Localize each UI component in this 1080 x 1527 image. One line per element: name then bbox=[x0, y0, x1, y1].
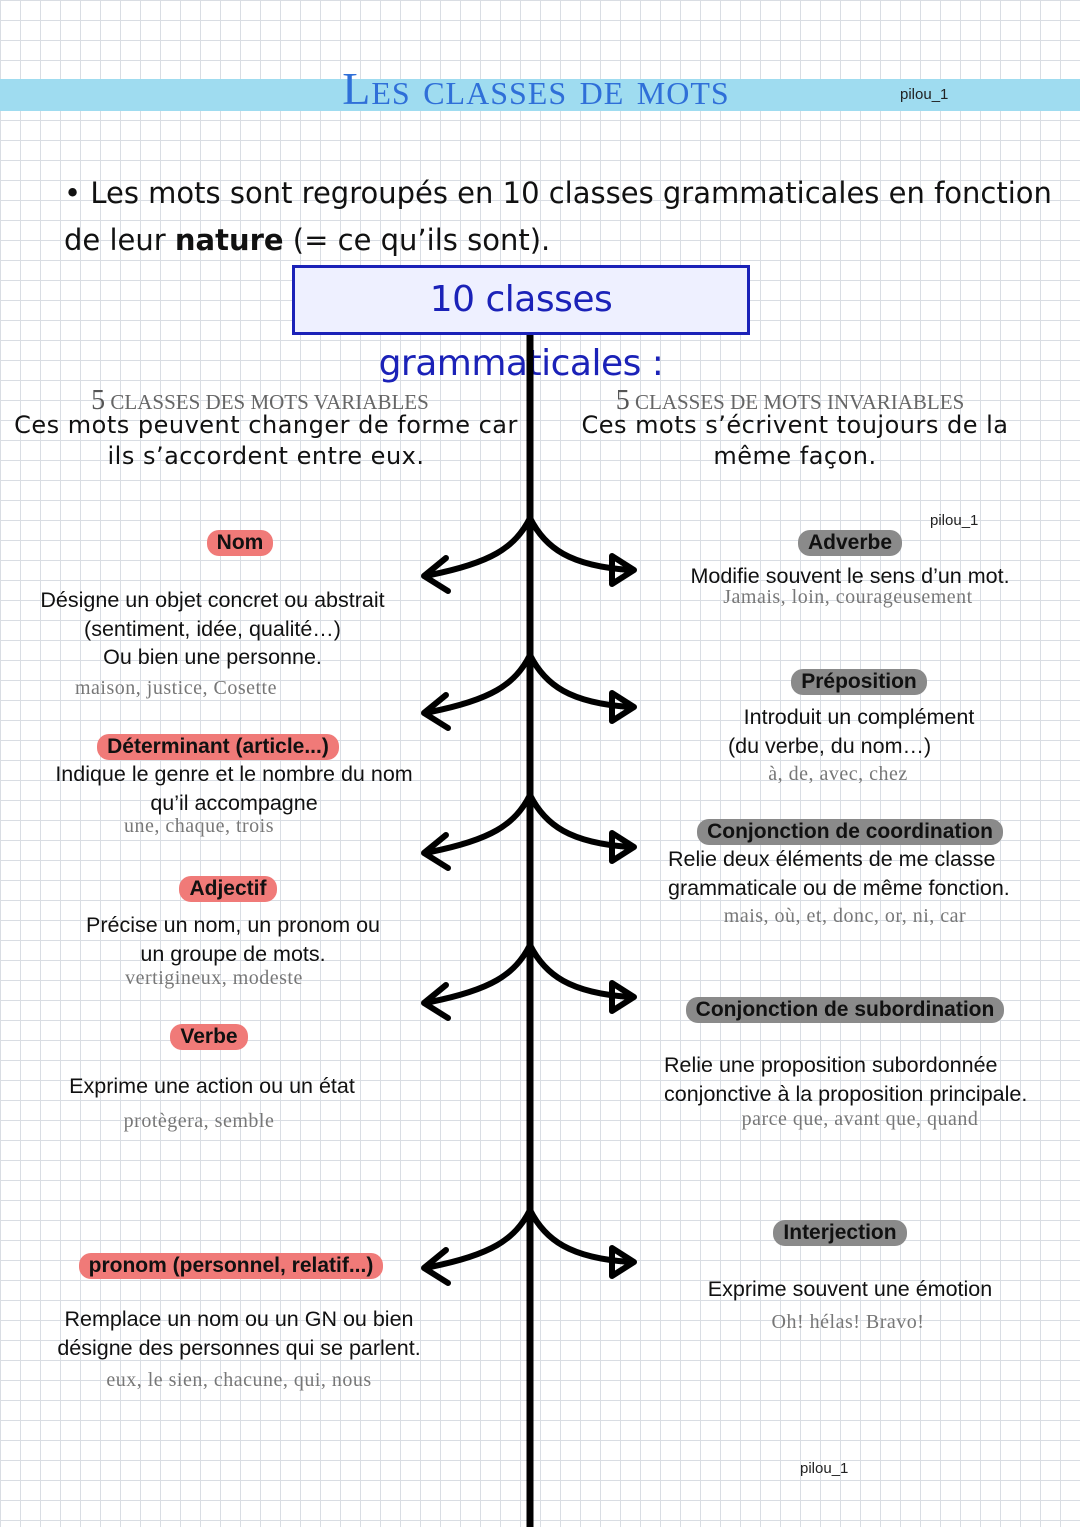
definition-line: Indique le genre et le nombre du nom bbox=[55, 762, 413, 786]
definition-line: grammaticale ou de même fonction. bbox=[668, 875, 1010, 900]
class-name-pill: pronom (personnel, relatif...) bbox=[79, 1253, 384, 1279]
definition-line: Remplace un nom ou un GN ou bien bbox=[64, 1307, 414, 1331]
intro-text-before: Les mots sont regroupés en 10 classes grammaticales en fonction de leur bbox=[64, 176, 1052, 257]
branch-left bbox=[430, 655, 530, 712]
page-title: Les classes de mots bbox=[342, 63, 730, 114]
watermark: pilou_1 bbox=[930, 512, 979, 529]
class-name-pill: Verbe bbox=[170, 1024, 247, 1050]
right-column-title-text: CLASSES DE MOTS INVARIABLES bbox=[635, 390, 965, 414]
class-name-pill: Interjection bbox=[773, 1220, 906, 1246]
class-examples: maison, justice, Cosette bbox=[75, 677, 277, 699]
class-conjonction-coordination bbox=[660, 819, 1040, 845]
definition-line: qu’il accompagne bbox=[150, 790, 318, 815]
definition-line: Exprime souvent une émotion bbox=[707, 1277, 993, 1301]
class-definition bbox=[0, 760, 468, 817]
watermark: pilou_1 bbox=[900, 86, 949, 103]
definition-line: Ou bien une personne. bbox=[103, 645, 322, 669]
class-examples: eux, le sien, chacune, qui, nous bbox=[106, 1369, 372, 1391]
intro-bold-word: nature bbox=[174, 223, 284, 257]
class-name-pill: Conjonction de subordination bbox=[686, 997, 1005, 1023]
definition-line: conjonctive à la proposition principale. bbox=[664, 1081, 1028, 1106]
definition-line: Relie deux éléments de me classe bbox=[668, 847, 996, 871]
definition-line: Désigne un objet concret ou abstrait bbox=[40, 588, 385, 612]
class-interjection bbox=[660, 1220, 1020, 1246]
class-examples: parce que, avant que, quand bbox=[741, 1108, 979, 1130]
class-name-pill: Déterminant (article...) bbox=[97, 734, 339, 760]
class-examples: Jamais, loin, courageusement bbox=[723, 586, 973, 608]
left-column-number: 5 bbox=[91, 385, 106, 416]
class-pronom bbox=[0, 1253, 462, 1279]
definition-line: Exprime une action ou un état bbox=[69, 1074, 355, 1098]
definition-line: Modifie souvent le sens d’un mot. bbox=[690, 564, 1010, 588]
definition-line: Introduit un complément bbox=[743, 705, 975, 729]
class-definition bbox=[650, 1051, 1080, 1108]
class-examples: protègera, semble bbox=[123, 1110, 275, 1132]
bullet: • bbox=[64, 176, 82, 210]
class-adverbe bbox=[620, 530, 1080, 556]
class-name-pill: Nom bbox=[207, 530, 274, 556]
class-definition bbox=[0, 1305, 478, 1362]
class-examples: mais, où, et, donc, or, ni, car bbox=[723, 905, 967, 927]
class-examples: à, de, avec, chez bbox=[768, 763, 908, 785]
definition-line: un groupe de mots. bbox=[140, 941, 326, 966]
class-adjectif bbox=[0, 876, 456, 902]
class-conjonction-subordination bbox=[650, 997, 1040, 1023]
class-verbe bbox=[0, 1024, 418, 1050]
class-definition bbox=[0, 1072, 424, 1101]
left-column-title-text: CLASSES DES MOTS VARIABLES bbox=[110, 390, 429, 414]
definition-line: désigne des personnes qui se parlent. bbox=[57, 1335, 421, 1360]
right-column-description: Ces mots s’écrivent toujours de la même façon. bbox=[581, 411, 1009, 470]
class-name-pill: Préposition bbox=[791, 669, 927, 695]
class-examples: vertigineux, modeste bbox=[125, 967, 303, 989]
definition-line: Relie une proposition subordonnée bbox=[664, 1053, 998, 1077]
class-name-pill: Conjonction de coordination bbox=[697, 819, 1003, 845]
class-definition bbox=[650, 1275, 1050, 1304]
watermark: pilou_1 bbox=[800, 1460, 849, 1477]
intro-text-after: (= ce qu’ils sont). bbox=[283, 223, 551, 257]
class-examples: une, chaque, trois bbox=[123, 815, 275, 837]
class-definition bbox=[0, 586, 425, 672]
class-definition bbox=[660, 845, 1070, 902]
class-definition bbox=[0, 911, 466, 968]
right-column-number: 5 bbox=[615, 385, 630, 416]
class-name-pill: Adverbe bbox=[798, 530, 902, 556]
class-examples: Oh! hélas! Bravo! bbox=[771, 1311, 925, 1333]
class-determinant bbox=[0, 734, 436, 760]
definition-line: (sentiment, idée, qualité…) bbox=[84, 616, 341, 641]
definition-line: (du verbe, du nom…) bbox=[728, 733, 932, 758]
left-column-description: Ces mots peuvent changer de forme car ils s’accordent entre eux. bbox=[14, 411, 518, 470]
definition-line: Précise un nom, un pronom ou bbox=[86, 913, 380, 937]
class-nom bbox=[0, 530, 480, 556]
class-preposition bbox=[640, 669, 1078, 695]
class-name-pill: Adjectif bbox=[179, 876, 276, 902]
classes-box-title: 10 classes grammaticales : bbox=[292, 265, 750, 335]
class-definition bbox=[640, 703, 1078, 760]
